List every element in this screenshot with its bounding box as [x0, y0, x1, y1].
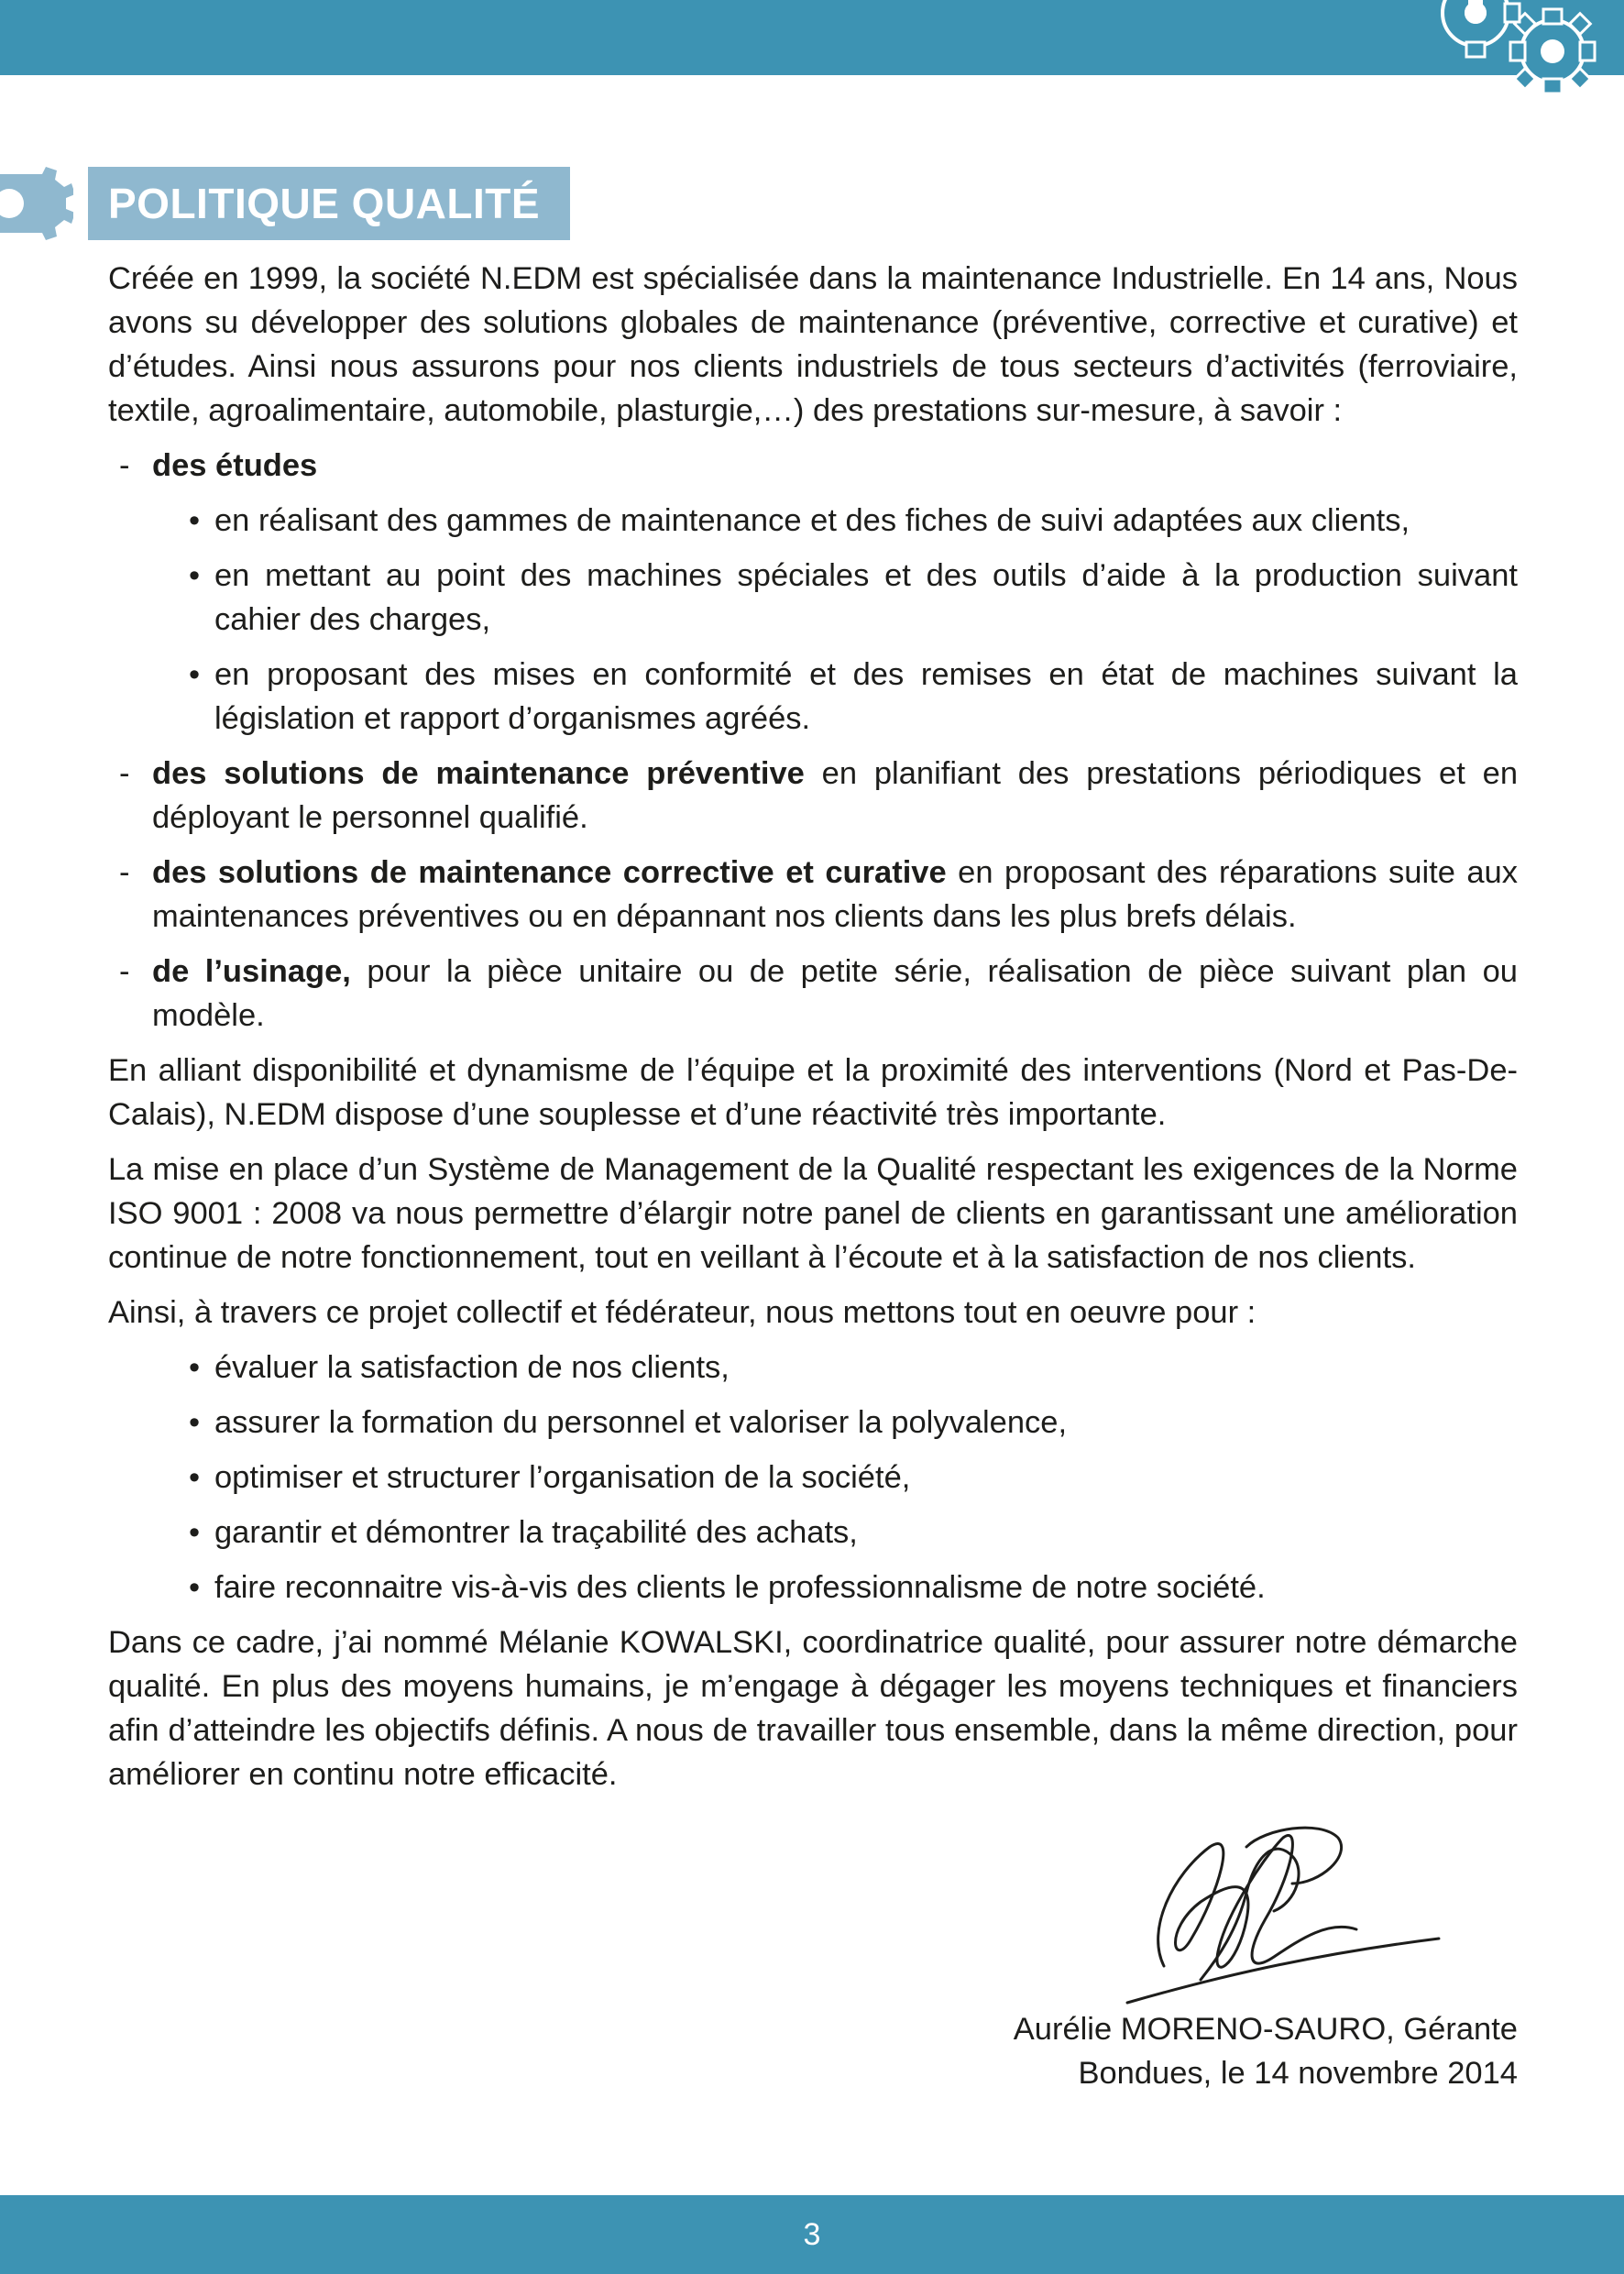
service-description: pour la pièce unitaire ou de petite série, réalisation de pièce suivant plan ou modèle.	[152, 954, 1518, 1033]
list-item: • garantir et démontrer la traçabilité des achats,	[189, 1515, 858, 1550]
paragraph: En alliant disponibilité et dynamisme de l’équipe et la proximité des interventions (Nord et Pas-De-Calais), N.EDM dispose d’une souplesse et d’une réactivité très importante.	[108, 1053, 1518, 1132]
header-band	[0, 0, 1624, 75]
section-header	[0, 167, 570, 240]
list-item: • en réalisant des gammes de maintenance et des fiches de suivi adaptées aux clients,	[189, 503, 1410, 538]
signatory-name: Aurélie MORENO-SAURO, Gérante	[1013, 2012, 1518, 2047]
list-item: • en mettant au point des machines spéciales et des outils d’aide à la production suivant cahier des charges,	[189, 558, 1518, 637]
list-item: • évaluer la satisfaction de nos clients,	[189, 1350, 730, 1385]
list-item: • en proposant des mises en conformité et des remises en état de machines suivant la législation et rapport d’organismes agréés.	[189, 657, 1518, 736]
paragraph: Ainsi, à travers ce projet collectif et fédérateur, nous mettons tout en oeuvre pour :	[108, 1295, 1256, 1330]
service-description: en proposant des réparations suite aux maintenances préventives ou en dépannant nos clients dans les plus brefs délais.	[152, 855, 1518, 934]
service-item: - des solutions de maintenance préventive en planifiant des prestations périodiques et en déployant le personnel qualifié.	[119, 756, 1519, 835]
signature	[1109, 1819, 1448, 2012]
paragraph: La mise en place d’un Système de Management de la Qualité respectant les exigences de la Norme ISO 9001 : 2008 va nous permettre d’élargir notre panel de clients en garantissant une amélioration continue de notre fonctionnement, tout en veillant à l’écoute et à la satisfaction de nos clients.	[108, 1152, 1518, 1275]
list-item: • optimiser et structurer l’organisation de la société,	[189, 1460, 911, 1495]
service-title: des solutions de maintenance préventive	[152, 756, 805, 791]
place-date: Bondues, le 14 novembre 2014	[1078, 2056, 1518, 2091]
list-item: • assurer la formation du personnel et valoriser la polyvalence,	[189, 1405, 1068, 1440]
page-number: 3	[803, 2217, 821, 2252]
service-item: - des solutions de maintenance corrective et curative en proposant des réparations suite aux maintenances préventives ou en dépannant nos clients dans les plus brefs délais.	[119, 855, 1518, 934]
service-item: - de l’usinage, pour la pièce unitaire ou de petite série, réalisation de pièce suivant plan ou modèle.	[119, 954, 1518, 1033]
main-content	[108, 257, 1518, 1807]
paragraph: Dans ce cadre, j’ai nommé Mélanie KOWALSKI, coordinatrice qualité, pour assurer notre démarche qualité. En plus des moyens humains, je m’engage à dégager les moyens techniques et financiers afin d’atteindre les objectifs définis. A nous de travailler tous ensemble, dans la même direction, pour améliorer en continu notre efficacité.	[108, 1625, 1518, 1792]
signature-block	[1014, 2007, 1518, 2095]
service-title: des études	[152, 448, 318, 483]
service-item: - des études	[119, 448, 318, 483]
service-title: de l’usinage,	[152, 954, 351, 989]
intro-paragraph: Créée en 1999, la société N.EDM est spécialisée dans la maintenance Industrielle. En 14 ans, Nous avons su développer des solutions globales de maintenance (préventive, corrective et curative) et d’études. Ainsi nous assurons pour nos clients industriels de tous secteurs d’activités (ferroviaire, textile, agroalimentaire, automobile, plasturgie,…) des prestations sur-mesure, à savoir :	[108, 261, 1518, 428]
gears-icon	[1441, 0, 1624, 101]
gear-icon	[0, 167, 73, 240]
footer-band	[0, 2195, 1624, 2274]
service-description: en planifiant des prestations périodiques et en déployant le personnel qualifié.	[152, 756, 1519, 835]
page-title: POLITIQUE QUALITÉ	[88, 167, 570, 240]
list-item: • faire reconnaitre vis-à-vis des clients le professionnalisme de notre société.	[189, 1570, 1266, 1605]
service-title: des solutions de maintenance corrective et curative	[152, 855, 947, 890]
